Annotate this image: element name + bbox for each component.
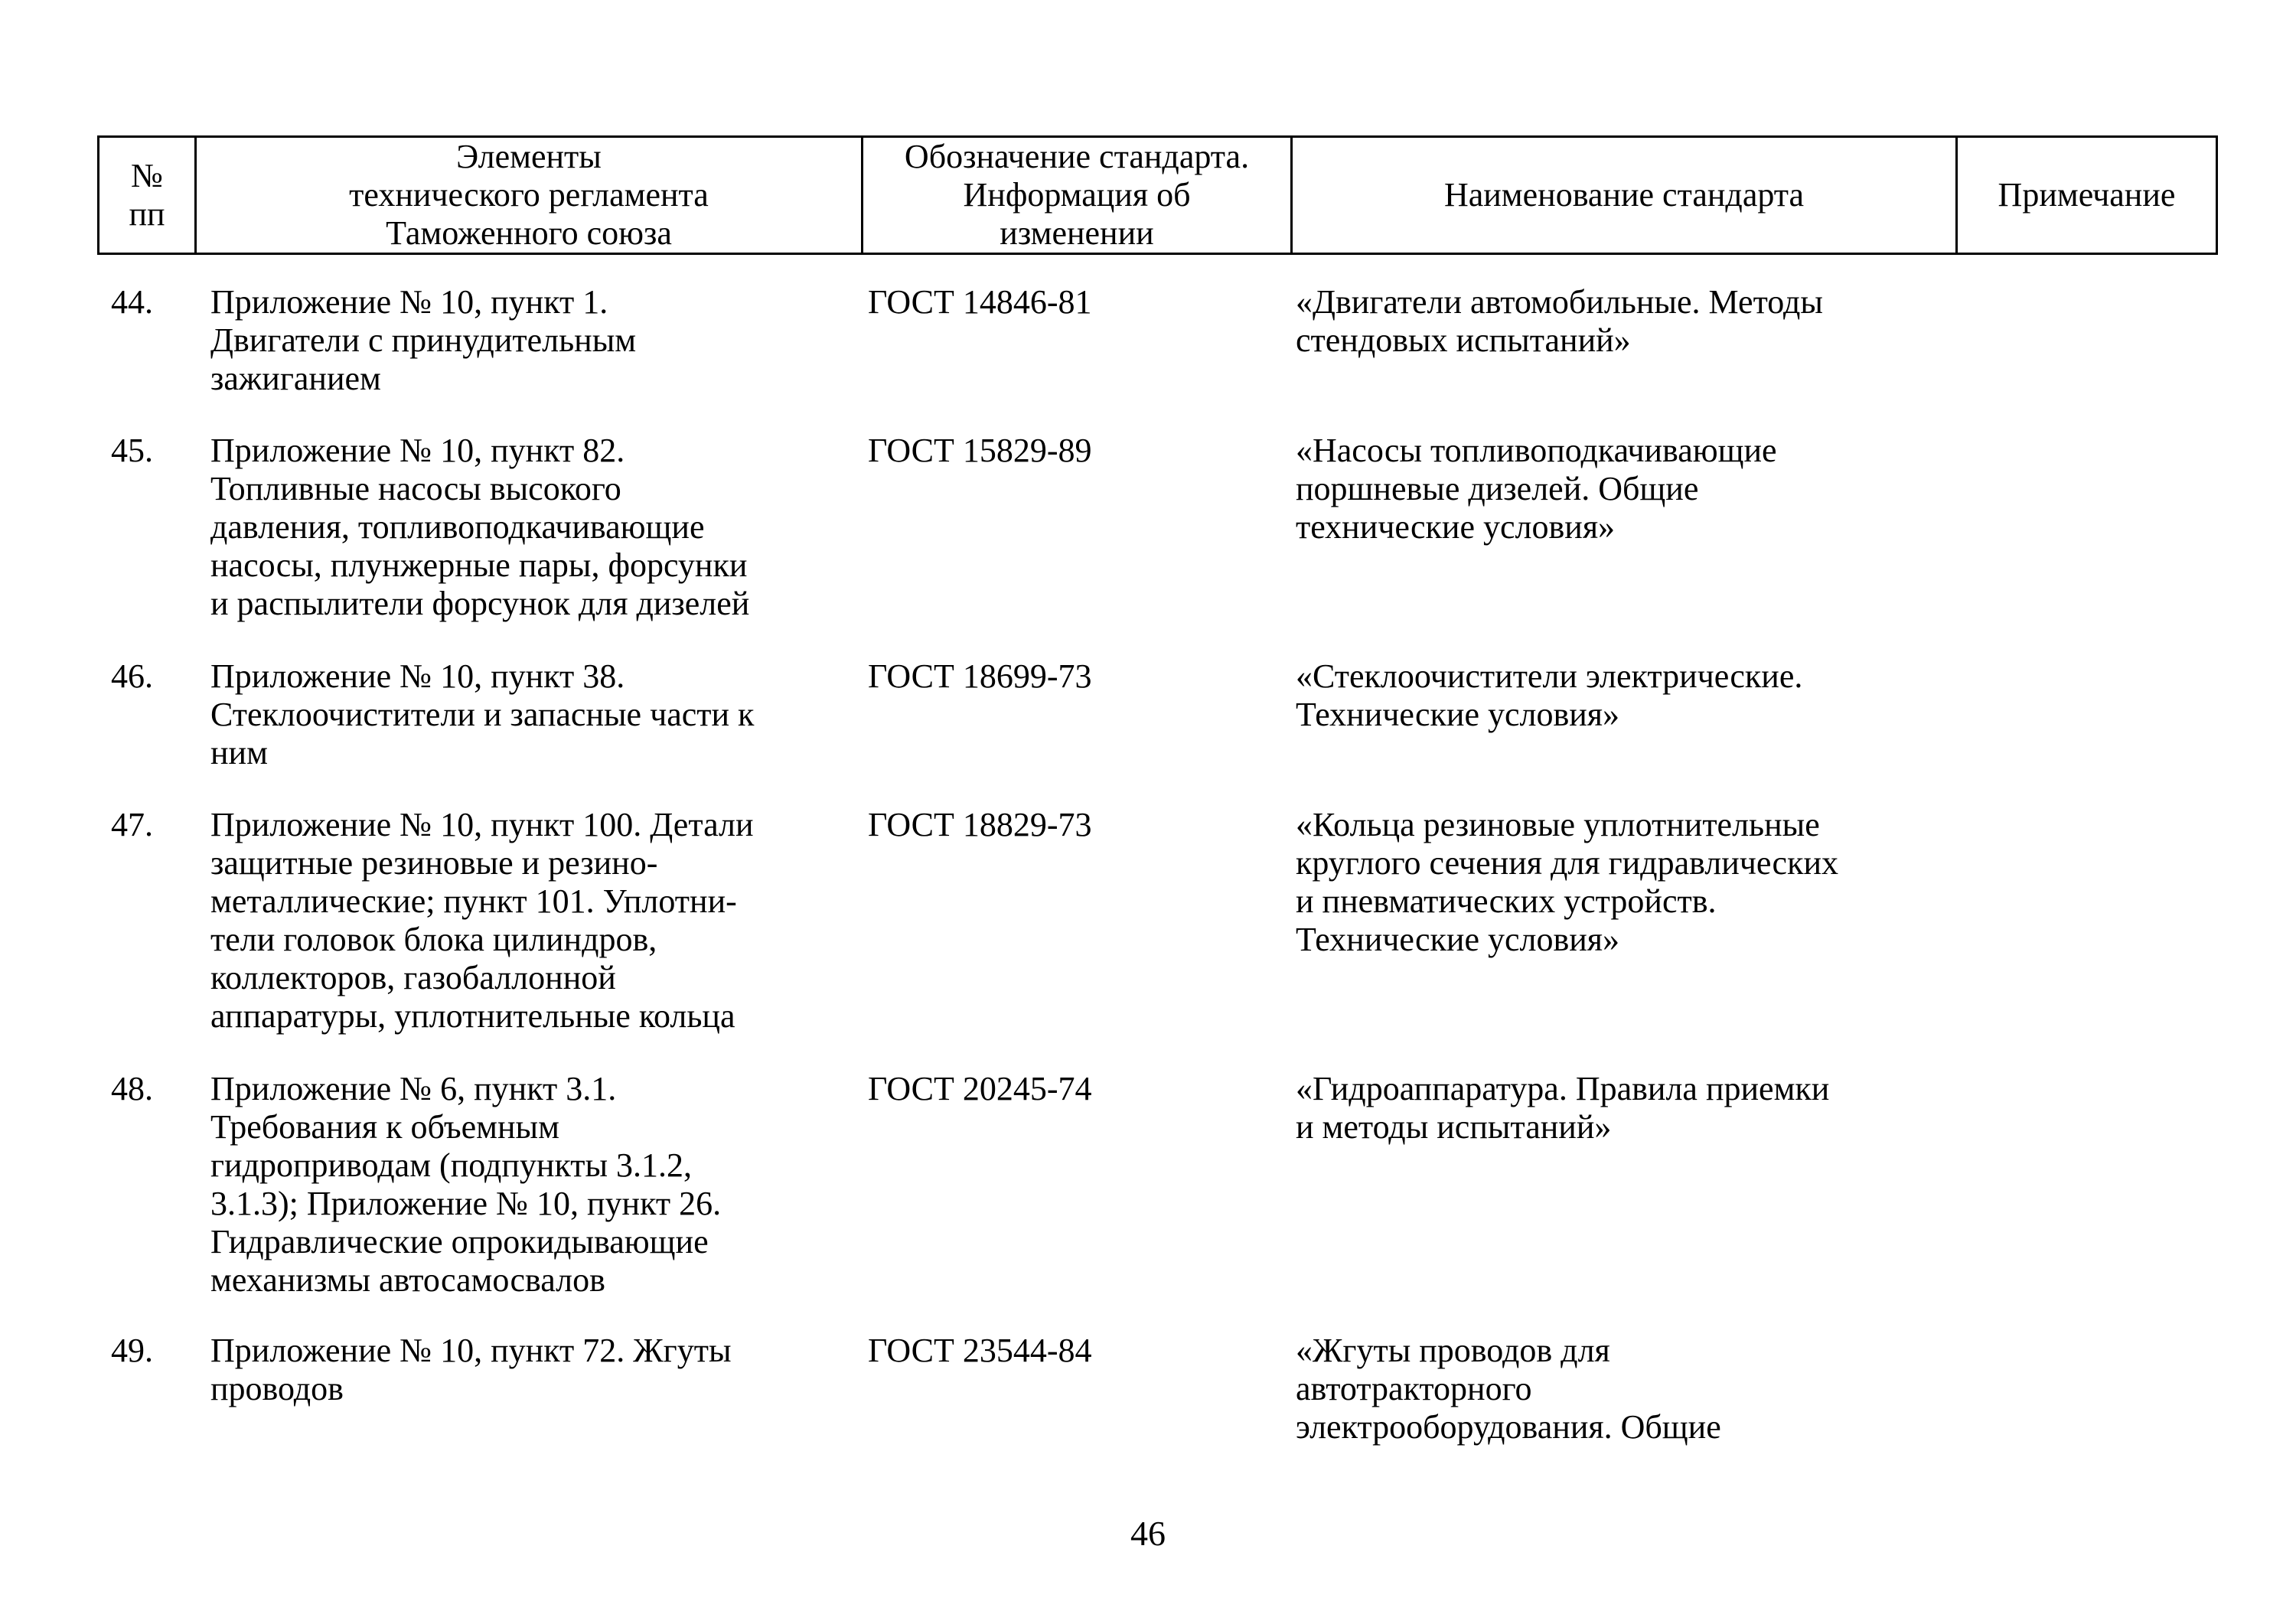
table-row [97, 806, 2216, 1070]
standards-table-body [97, 283, 2216, 1454]
row-standard-name: «Гидроаппаратура. Правила приемки и методы испытаний» [1296, 1070, 1830, 1146]
header-note: Примечание [1957, 137, 2217, 254]
row-standard-code: ГОСТ 18699-73 [868, 657, 1092, 695]
row-number: 49. [111, 1332, 153, 1369]
header-elements: Элементы технического регламента Таможенного союза [196, 137, 863, 254]
row-standard-code: ГОСТ 23544-84 [868, 1332, 1092, 1369]
row-standard-code: ГОСТ 18829-73 [868, 806, 1092, 843]
row-number: 48. [111, 1070, 153, 1107]
row-element: Приложение № 10, пункт 72. Жгуты проводов [210, 1332, 732, 1407]
row-element: Приложение № 10, пункт 1. Двигатели с принудительным зажиганием [210, 283, 637, 397]
row-standard-name: «Двигатели автомобильные. Методы стендовых испытаний» [1296, 283, 1823, 359]
row-standard-name: «Насосы топливоподкачивающие поршневые дизелей. Общие технические условия» [1296, 432, 1777, 546]
row-element: Приложение № 6, пункт 3.1. Требования к объемным гидроприводам (подпункты 3.1.2, 3.1.3); Приложение № 10, пункт 26. Гидравлические опрокидывающие механизмы автосамосвалов [210, 1070, 722, 1299]
row-standard-name: «Кольца резиновые уплотнительные круглого сечения для гидравлических и пневматических устройств. Технические условия» [1296, 806, 1839, 958]
standards-table-header [97, 135, 2218, 255]
row-standard-name: «Жгуты проводов для автотракторного электрооборудования. Общие [1296, 1332, 1721, 1446]
row-number: 47. [111, 806, 153, 843]
row-element: Приложение № 10, пункт 82. Топливные насосы высокого давления, топливоподкачивающие насосы, плунжерные пары, форсунки и распылители форсунок для дизелей [210, 432, 750, 622]
row-element: Приложение № 10, пункт 100. Детали защитные резиновые и резино- металлические; пункт 101. Уплотни- тели головок блока цилиндров, коллекторов, газобаллонной аппаратуры, уплотнительные кольца [210, 806, 754, 1035]
header-standard-code: Обозначение стандарта. Информация об изменении [863, 137, 1292, 254]
header-row [99, 137, 2217, 254]
page-number: 46 [1130, 1514, 1166, 1553]
table-row [97, 1070, 2216, 1332]
row-number: 44. [111, 283, 153, 321]
row-standard-code: ГОСТ 15829-89 [868, 432, 1092, 469]
row-element: Приложение № 10, пункт 38. Стеклоочистители и запасные части к ним [210, 657, 755, 771]
row-standard-name: «Стеклоочистители электрические. Технические условия» [1296, 657, 1803, 733]
row-number: 46. [111, 657, 153, 695]
header-number: № пп [99, 137, 196, 254]
table-row [97, 283, 2216, 432]
row-standard-code: ГОСТ 20245-74 [868, 1070, 1092, 1107]
header-standard-name: Наименование стандарта [1292, 137, 1957, 254]
row-standard-code: ГОСТ 14846-81 [868, 283, 1092, 321]
table-row [97, 1332, 2216, 1454]
table-row [97, 657, 2216, 806]
row-number: 45. [111, 432, 153, 469]
table-row [97, 432, 2216, 657]
